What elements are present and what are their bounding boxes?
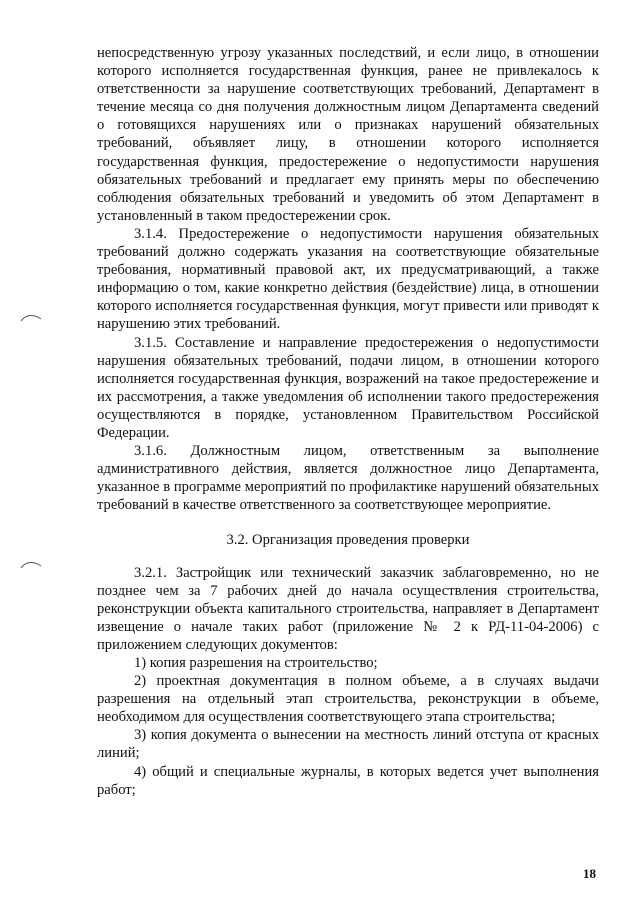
paragraph-continuation: непосредственную угрозу указанных последствий, и если лицо, в отношении которого исполняется государственная функция, ранее не привлекалось к ответственности за нарушение соответствующих требований, Департамент в течение месяца со дня получения должностным лицом Департамента сведений о готовящихся нарушениях или о признаках нарушений обязательных требований, объявляет лицу, в отношении которого исполняется государственная функция, предостережение о недопустимости нарушения обязательных требований и предлагает ему принять меры по обеспечению соблюдения обязательных требований и уведомить об этом Департамент в установленный в таком предостережении срок. — [97, 45, 599, 224]
document-body — [97, 44, 599, 799]
list-item-3: 3) копия документа о вынесении на местность линий отступа от красных линий; — [97, 727, 599, 762]
paragraph-3-1-5: 3.1.5. Составление и направление предостережения о недопустимости нарушения обязательных требований, подачи лицом, в отношении которого исполняется государственная функция, возражений на такое предостережение и их рассмотрения, а также уведомления об исполнении такого предостережения осуществляются в порядке, установленном Правительством Российской Федерации. — [97, 334, 599, 441]
paragraph-3-1-4: 3.1.4. Предостережение о недопустимости нарушения обязательных требований должно содержать указания на соответствующие обязательные требования, нормативный правовой акт, их предусматривающий, а также информацию о том, какие конкретно действия (бездействие) лица, в отношении которого исполняется государственная функция, могут привести или приводят к нарушению этих требований. — [97, 225, 599, 333]
paragraph-3-1-6: 3.1.6. Должностным лицом, ответственным за выполнение административного действия, является должностное лицо Департамента, указанное в программе мероприятий по профилактике нарушений обязательных требований в качестве ответственного за соответствующее мероприятие. — [97, 443, 599, 514]
paragraph-3-2-1: 3.2.1. Застройщик или технический заказчик заблаговременно, но не позднее чем за 7 рабочих дней до начала осуществления строительства, реконструкции объекта капитального строительства, направляет в Департамент извещение о начале таких работ (приложение № 2 к РД-11-04-2006) с приложением следующих документов: — [97, 564, 599, 653]
section-heading: 3.2. Организация проведения проверки — [226, 532, 470, 549]
list-item-1: 1) копия разрешения на строительство; — [134, 655, 378, 671]
scan-artifact-mark — [20, 560, 42, 570]
list-item-4: 4) общий и специальные журналы, в которых ведется учет выполнения работ; — [97, 763, 599, 798]
scan-artifact-mark — [20, 313, 42, 323]
list-item-2: 2) проектная документация в полном объеме, а в случаях выдачи разрешения на отдельный этап строительства, реконструкции в объеме, необходимом для осуществления соответствующего этапа строительства; — [97, 673, 599, 726]
page-number: 18 — [583, 866, 596, 881]
